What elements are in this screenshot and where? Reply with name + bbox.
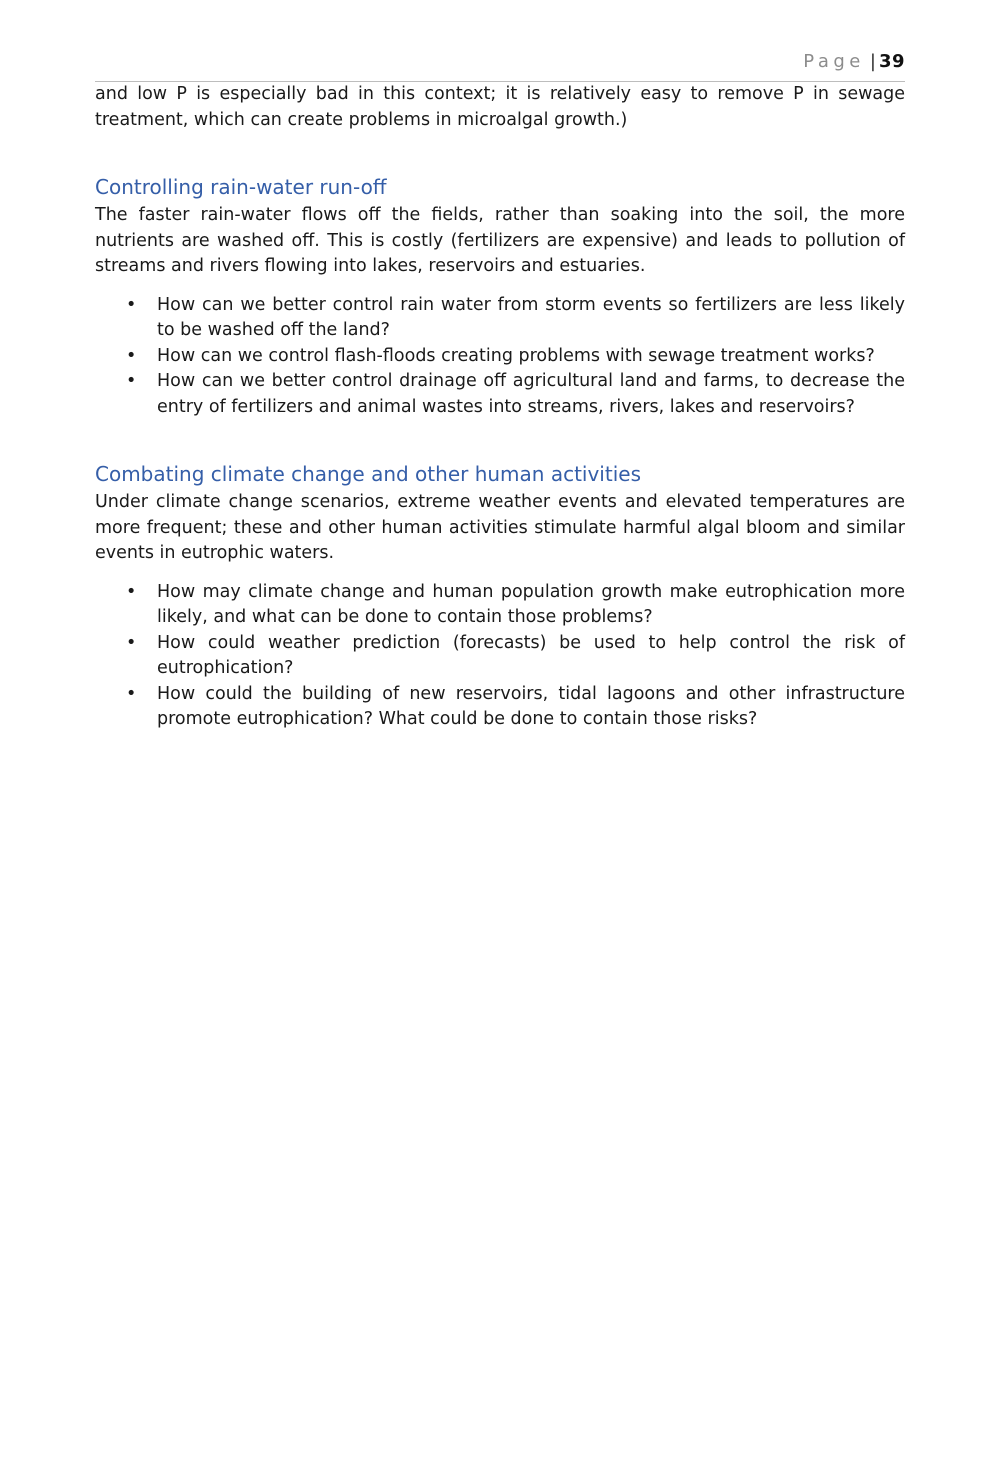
section-paragraph: Under climate change scenarios, extreme weather events and elevated temperatures are more frequent; these and other human activities stimulate harmful algal bloom and similar events in eutrophic waters. [95,492,905,563]
list-item [95,344,905,370]
section-heading: Controlling rain-water run-off [95,175,387,199]
list-item [95,682,905,733]
list-item [95,631,905,682]
bullet-icon: • [126,683,137,704]
document-page [0,50,1000,1465]
list-item-text: How may climate change and human population growth make eutrophication more likely, and what can be done to contain those problems? [157,581,905,627]
page-header-label: Page [803,51,865,72]
bullet-list [95,580,905,733]
bullet-icon: • [126,581,137,602]
bullet-icon: • [126,632,137,653]
list-item [95,369,905,420]
list-item-text: How can we control flash-floods creating problems with sewage treatment works? [157,345,875,366]
list-item [95,580,905,631]
section-paragraph: The faster rain-water flows off the fields, rather than soaking into the soil, the more nutrients are washed off. This is costly (fertilizers are expensive) and leads to pollution of streams and rivers flowing into lakes, reservoirs and estuaries. [95,205,905,276]
bullet-icon: • [126,294,137,315]
list-item [95,293,905,344]
bullet-icon: • [126,371,137,391]
bullet-icon: • [126,345,137,366]
list-item-text: How can we better control drainage off agricultural land and farms, to decrease the entry of fertilizers and animal wastes into streams, rivers, lakes and reservoirs? [157,371,905,417]
page-number: 39 [878,51,905,72]
section-controlling-rain-water-run-off [95,174,905,420]
page-header [95,50,905,82]
section-combating-climate-change [95,461,905,733]
bullet-list [95,293,905,421]
page-header-separator: | [869,51,876,72]
list-item-text: How could the building of new reservoirs, tidal lagoons and other infrastructure promote eutrophication? What could be done to contain those risks? [157,683,905,729]
section-heading: Combating climate change and other human activities [95,462,641,486]
intro-paragraph: and low P is especially bad in this context; it is relatively easy to remove P in sewage treatment, which can create problems in microalgal growth.) [95,84,905,130]
list-item-text: How can we better control rain water from storm events so fertilizers are less likely to be washed off the land? [157,294,905,340]
list-item-text: How could weather prediction (forecasts) be used to help control the risk of eutrophication? [157,632,905,678]
